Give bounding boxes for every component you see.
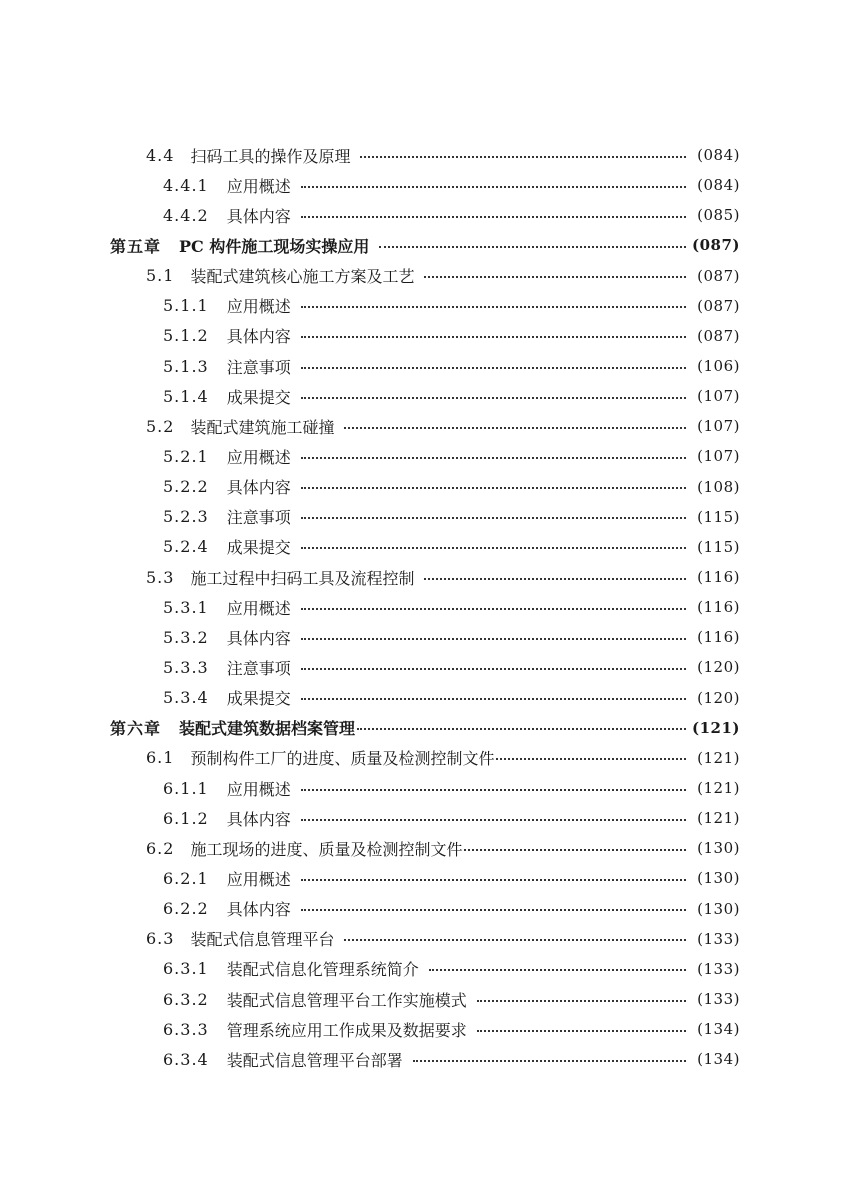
toc-entry-number: 5.1.3	[163, 356, 209, 376]
toc-entry-page: (121)	[697, 748, 740, 767]
toc-entry-number: 5.2.4	[163, 537, 209, 557]
toc-entry-page: (106)	[697, 357, 740, 376]
toc-entry-page: (121)	[697, 809, 740, 828]
toc-entry-number: 5.3.3	[163, 657, 209, 677]
toc-entry-number: 5.3.2	[163, 627, 209, 647]
dot-leader	[301, 456, 686, 459]
toc-entry-sub[interactable]	[0, 622, 850, 652]
dot-leader	[477, 1029, 686, 1032]
toc-entry-title: 装配式建筑施工碰撞	[190, 417, 335, 437]
dot-leader	[301, 305, 686, 308]
dot-leader	[429, 968, 686, 971]
toc-entry-sub[interactable]	[0, 863, 850, 893]
dot-leader	[344, 938, 686, 941]
toc-entry-chapter[interactable]	[0, 713, 850, 743]
toc-entry-page: (107)	[697, 387, 740, 406]
toc-entry-sub[interactable]	[0, 592, 850, 622]
toc-entry-title: 具体内容	[226, 206, 291, 226]
toc-entry-number: 第六章	[110, 719, 162, 739]
dot-leader	[301, 516, 686, 519]
toc-entry-number: 5.1.1	[163, 296, 209, 316]
dot-leader	[301, 366, 686, 369]
toc-entry-sub[interactable]	[0, 291, 850, 321]
dot-leader	[413, 1059, 686, 1062]
toc-entry-title: 装配式建筑核心施工方案及工艺	[190, 267, 415, 287]
dot-leader	[301, 335, 686, 338]
toc-entry-number: 5.3.4	[163, 688, 209, 708]
toc-entry-section[interactable]	[0, 743, 850, 773]
toc-entry-sub[interactable]	[0, 803, 850, 833]
toc-entry-page: (134)	[697, 1050, 740, 1069]
toc-entry-page: (134)	[697, 1020, 740, 1039]
toc-entry-sub[interactable]	[0, 472, 850, 502]
toc-entry-number: 5.1.4	[163, 386, 209, 406]
dot-leader	[301, 637, 686, 640]
toc-entry-number: 4.4	[146, 145, 175, 165]
toc-entry-sub[interactable]	[0, 1014, 850, 1044]
toc-entry-title: 成果提交	[226, 538, 291, 558]
dot-leader	[301, 396, 686, 399]
dot-leader	[379, 245, 686, 248]
toc-entry-page: (121)	[692, 718, 741, 737]
dot-leader	[301, 215, 686, 218]
toc-entry-sub[interactable]	[0, 321, 850, 351]
toc-entry-number: 第五章	[110, 236, 162, 256]
dot-leader	[357, 727, 686, 730]
toc-entry-page: (120)	[697, 688, 740, 707]
toc-entry-sub[interactable]	[0, 984, 850, 1014]
toc-entry-section[interactable]	[0, 833, 850, 863]
toc-entry-number: 5.2.2	[163, 477, 209, 497]
toc-entry-section[interactable]	[0, 140, 850, 170]
toc-entry-sub[interactable]	[0, 652, 850, 682]
toc-entry-title: 注意事项	[226, 357, 291, 377]
toc-entry-page: (116)	[697, 628, 740, 647]
toc-entry-title: 具体内容	[226, 327, 291, 347]
toc-entry-title: 应用概述	[226, 869, 291, 889]
dot-leader	[301, 818, 686, 821]
toc-entry-page: (108)	[697, 477, 740, 496]
toc-entry-page: (084)	[697, 146, 740, 165]
toc-entry-title: 具体内容	[226, 809, 291, 829]
toc-entry-title: 装配式信息管理平台工作实施模式	[226, 990, 467, 1010]
dot-leader	[301, 185, 686, 188]
dot-leader	[301, 788, 686, 791]
toc-entry-sub[interactable]	[0, 502, 850, 532]
dot-leader	[424, 275, 686, 278]
toc-entry-number: 6.1.2	[163, 808, 209, 828]
toc-entry-chapter[interactable]	[0, 230, 850, 260]
toc-entry-page: (087)	[697, 296, 740, 315]
toc-entry-number: 5.1.2	[163, 326, 209, 346]
toc-entry-title: 施工过程中扫码工具及流程控制	[190, 568, 415, 588]
toc-entry-number: 5.3.1	[163, 597, 209, 617]
toc-entry-number: 5.1	[146, 266, 175, 286]
dot-leader	[344, 426, 686, 429]
dot-leader	[301, 546, 686, 549]
toc-entry-page: (116)	[697, 568, 740, 587]
toc-entry-number: 6.1.1	[163, 778, 209, 798]
toc-entry-title: 具体内容	[226, 628, 291, 648]
toc-entry-number: 5.2.3	[163, 507, 209, 527]
toc-entry-page: (130)	[697, 899, 740, 918]
toc-entry-number: 6.3.1	[163, 959, 209, 979]
toc-entry-number: 6.2	[146, 838, 175, 858]
toc-entry-page: (133)	[697, 959, 740, 978]
dot-leader	[424, 577, 686, 580]
toc-entry-sub[interactable]	[0, 381, 850, 411]
toc-entry-page: (130)	[697, 839, 740, 858]
toc-entry-number: 4.4.1	[163, 175, 209, 195]
dot-leader	[301, 697, 686, 700]
toc-entry-number: 5.2	[146, 416, 175, 436]
dot-leader	[301, 878, 686, 881]
toc-entry-sub[interactable]	[0, 1044, 850, 1074]
toc-entry-sub[interactable]	[0, 351, 850, 381]
toc-entry-section[interactable]	[0, 924, 850, 954]
toc-entry-page: (120)	[697, 658, 740, 677]
toc-entry-title: 注意事项	[226, 508, 291, 528]
toc-entry-page: (133)	[697, 929, 740, 948]
dot-leader	[464, 848, 686, 851]
toc-entry-title: 管理系统应用工作成果及数据要求	[226, 1020, 467, 1040]
toc-entry-page: (107)	[697, 447, 740, 466]
toc-entry-title: 施工现场的进度、质量及检测控制文件	[190, 839, 463, 859]
toc-entry-page: (133)	[697, 990, 740, 1008]
toc-entry-number: 6.3	[146, 929, 175, 949]
toc-entry-sub[interactable]	[0, 954, 850, 984]
toc-entry-page: (087)	[697, 326, 740, 345]
toc-entry-title: 装配式信息管理平台部署	[226, 1050, 403, 1070]
toc-entry-title: 装配式信息管理平台	[190, 930, 335, 950]
toc-entry-sub[interactable]	[0, 683, 850, 713]
toc-entry-page: (084)	[697, 176, 740, 195]
table-of-contents	[0, 140, 850, 1074]
dot-leader	[496, 757, 686, 760]
toc-entry-sub[interactable]	[0, 441, 850, 471]
toc-entry-title: 装配式建筑数据档案管理	[179, 719, 356, 739]
toc-entry-number: 6.1	[146, 748, 175, 768]
dot-leader	[301, 908, 686, 911]
toc-entry-title: 成果提交	[226, 387, 291, 407]
toc-entry-title: 装配式信息化管理系统简介	[226, 960, 419, 980]
toc-entry-title: 扫码工具的操作及原理	[190, 146, 351, 166]
toc-entry-title: 应用概述	[226, 176, 291, 196]
toc-entry-number: 6.3.4	[163, 1049, 209, 1069]
toc-entry-sub[interactable]	[0, 200, 850, 230]
toc-entry-title: 成果提交	[226, 689, 291, 709]
toc-entry-title: 预制构件工厂的进度、质量及检测控制文件	[190, 749, 495, 769]
toc-entry-page: (085)	[697, 206, 740, 225]
toc-entry-title: 具体内容	[226, 478, 291, 498]
toc-entry-page: (115)	[697, 537, 740, 556]
toc-entry-page: (087)	[697, 266, 740, 285]
toc-entry-section[interactable]	[0, 562, 850, 592]
toc-entry-number: 5.3	[146, 567, 175, 587]
toc-entry-title: PC 构件施工现场实操应用	[179, 236, 370, 256]
dot-leader	[360, 155, 686, 158]
toc-entry-page: (115)	[697, 507, 740, 526]
toc-entry-page: (116)	[697, 598, 740, 617]
toc-entry-sub[interactable]	[0, 170, 850, 200]
toc-entry-title: 具体内容	[226, 900, 291, 920]
toc-entry-sub[interactable]	[0, 773, 850, 803]
dot-leader	[301, 667, 686, 670]
toc-entry-title: 应用概述	[226, 297, 291, 317]
toc-entry-page: (107)	[697, 417, 740, 436]
toc-entry-number: 6.3.2	[163, 989, 209, 1009]
toc-entry-title: 应用概述	[226, 598, 291, 618]
toc-entry-title: 注意事项	[226, 658, 291, 678]
dot-leader	[301, 486, 686, 489]
toc-entry-section[interactable]	[0, 411, 850, 441]
toc-entry-section[interactable]	[0, 261, 850, 291]
toc-entry-number: 6.2.2	[163, 899, 209, 919]
toc-entry-page: (130)	[697, 869, 740, 888]
toc-entry-page: (121)	[697, 779, 740, 798]
toc-entry-sub[interactable]	[0, 532, 850, 562]
toc-entry-title: 应用概述	[226, 447, 291, 467]
toc-entry-number: 4.4.2	[163, 205, 209, 225]
toc-entry-number: 6.2.1	[163, 868, 209, 888]
toc-entry-title: 应用概述	[226, 779, 291, 799]
toc-entry-number: 6.3.3	[163, 1019, 209, 1039]
toc-entry-number: 5.2.1	[163, 446, 209, 466]
toc-entry-sub[interactable]	[0, 894, 850, 924]
dot-leader	[301, 607, 686, 610]
dot-leader	[477, 999, 686, 1002]
toc-entry-page: (087)	[692, 236, 741, 255]
